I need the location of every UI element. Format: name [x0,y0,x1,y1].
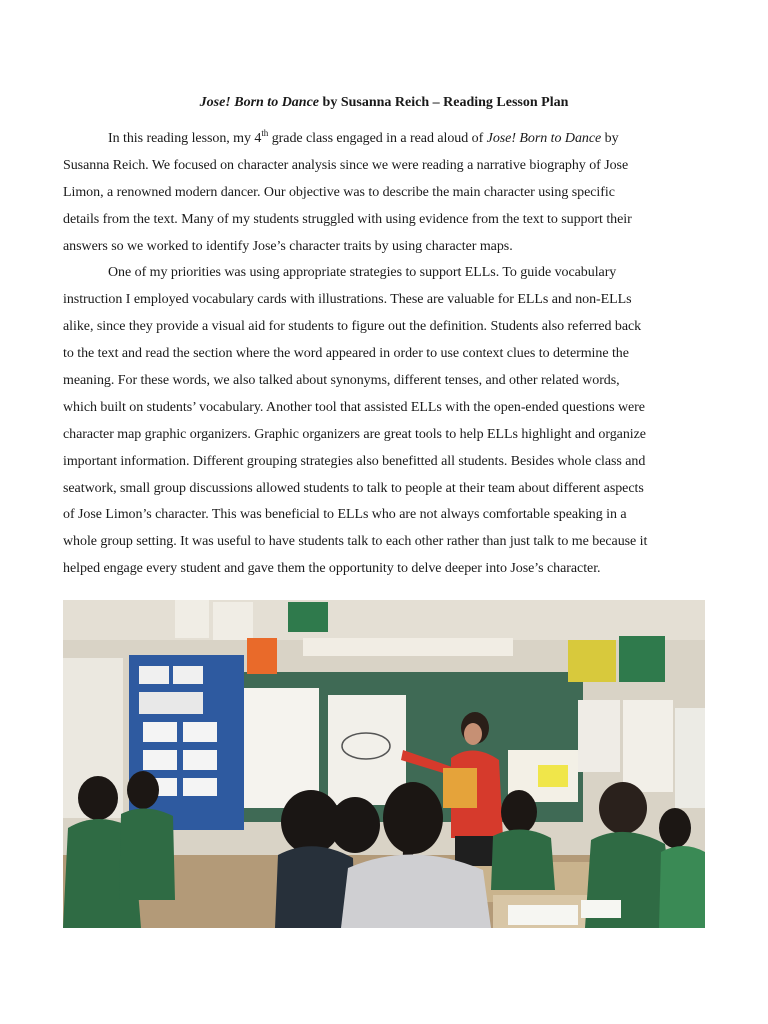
page-title [0,93,768,113]
yellow-poster [568,640,616,682]
paper-sheet [578,700,620,772]
orange-poster [247,638,277,674]
paragraph-1-line-1 [63,126,711,153]
paragraph-1-line: Susanna Reich. We focused on character analysis since we were reading a narrative biography of Jose [63,157,629,173]
superscript: th [261,128,269,138]
text-span: grade class engaged in a read aloud of [268,131,487,146]
document-body [63,126,711,583]
student-head [501,790,537,834]
student-head [659,808,691,848]
upper-wall [63,600,705,640]
text-span: In this reading lesson, my 4 [108,131,262,146]
card [183,778,217,796]
paragraph-2-line: whole group setting. It was useful to have students talk to each other rather than just talk to me because it [63,534,648,550]
classroom-photo [63,600,705,928]
respect-poster [619,636,665,682]
paper-sheet [675,708,705,808]
word-strip [303,638,513,656]
text-span: by [601,131,619,146]
book [443,768,477,808]
student-head [78,776,118,820]
paragraph-2-line: meaning. For these words, we also talked about synonyms, different tenses, and other related words, [63,373,620,389]
paragraph-2-line: character map graphic organizers. Graphic organizers are great tools to help ELLs highlight and organize [63,426,646,442]
card [143,722,177,742]
paper-sheet [623,700,673,792]
book-title-italic: Jose! Born to Dance [486,131,602,146]
green-sign [288,602,328,632]
yellow-note [538,765,568,787]
card [183,750,217,770]
card [173,666,203,684]
student-head [383,782,443,854]
paragraph-2-line: One of my priorities was using appropriate strategies to support ELLs. To guide vocabulary [108,265,617,281]
paragraph-2-line: important information. Different grouping strategies also benefitted all students. Besides whole class and [63,453,646,469]
paragraph-2-line: which built on students’ vocabulary. Another tool that assisted ELLs with the open-ended questions were [63,399,645,415]
student-sweater [341,854,491,928]
wall-poster [175,600,209,638]
card [139,692,203,714]
worksheet [581,900,621,918]
wall-poster [213,602,253,640]
student-uniform [491,829,555,890]
paragraph-1-line: answers so we worked to identify Jose’s character traits by using character maps. [63,238,513,254]
student-head [330,797,380,853]
worksheet [508,905,578,925]
student-head [127,771,159,809]
card [139,666,169,684]
card [143,750,177,770]
paragraph-2-line: alike, since they provide a visual aid for students to figure out the definition. Students also referred back [63,319,642,335]
teacher-face [464,723,482,745]
paragraph-1-line: details from the text. Many of my students struggled with using evidence from the text to support their [63,211,632,227]
student-head [599,782,647,834]
paragraph-2-line: seatwork, small group discussions allowed students to talk to people at their team about different aspects [63,480,644,496]
title-book-name: Jose! Born to Dance [199,95,320,110]
paragraph-2-line: to the text and read the section where the word appeared in order to use context clues to determine the [63,346,629,362]
paragraph-1-line: Limon, a renowned modern dancer. Our objective was to describe the main character using specific [63,184,615,200]
student-uniform [659,846,705,928]
paragraph-2-line: instruction I employed vocabulary cards with illustrations. These are valuable for ELLs and non-ELLs [63,292,632,308]
title-rest: by Susanna Reich – Reading Lesson Plan [319,95,569,110]
character-map-chart [328,695,406,805]
classroom-scene [63,600,705,928]
student-uniform [119,808,175,900]
paragraph-2-line: helped engage every student and gave them the opportunity to delve deeper into Jose’s character. [63,561,601,577]
paragraph-2-line: of Jose Limon’s character. This was beneficial to ELLs who are not always comfortable speaking in a [63,507,627,523]
chart-paper [241,688,319,808]
card [183,722,217,742]
